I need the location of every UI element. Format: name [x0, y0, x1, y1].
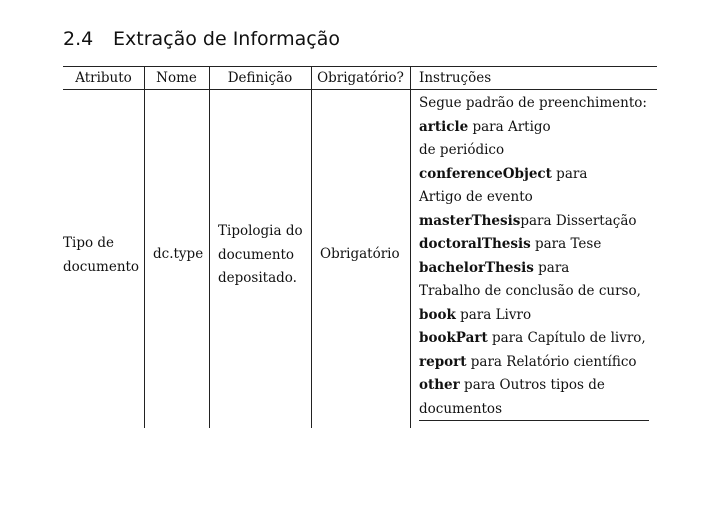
instruction-text: para Dissertação	[520, 212, 637, 229]
instruction-text: para Tese	[530, 236, 602, 252]
instruction-line	[419, 117, 551, 137]
table-header-rule	[63, 89, 657, 90]
instruction-line	[419, 375, 605, 395]
cell-atributo	[63, 232, 139, 279]
cell-nome: dc.type	[153, 246, 204, 262]
instruction-text: para Artigo	[468, 118, 551, 135]
column-divider	[410, 66, 411, 428]
cell-definicao-line: depositado.	[218, 270, 297, 287]
table-top-rule	[63, 66, 657, 67]
header-definicao: Definição	[227, 70, 293, 86]
instruction-text: documentos	[419, 400, 502, 417]
header-obrigatorio: Obrigatório?	[317, 70, 404, 86]
cell-definicao	[218, 220, 303, 291]
instruction-keyword: report	[419, 353, 467, 370]
table-bottom-rule	[419, 420, 649, 421]
section-title: Extração de Informação	[113, 28, 340, 50]
instruction-text: para	[551, 165, 588, 182]
cell-atributo-line: Tipo de	[63, 235, 115, 251]
instruction-line	[419, 258, 569, 278]
instruction-line	[419, 140, 504, 160]
instruction-line	[419, 93, 647, 113]
instruction-text: Artigo de evento	[419, 189, 533, 205]
instruction-line	[419, 399, 502, 419]
instruction-line	[419, 305, 531, 325]
section-heading	[63, 28, 340, 50]
instruction-text: para Capítulo de livro,	[487, 330, 646, 346]
instruction-keyword: doctoralThesis	[419, 236, 531, 252]
instruction-keyword: other	[419, 377, 460, 393]
cell-definicao-line: Tipologia do	[218, 223, 303, 239]
cell-definicao-line: documento	[218, 246, 295, 263]
instruction-text: de periódico	[419, 142, 505, 158]
instruction-text: para Relatório científico	[466, 353, 637, 370]
cell-obrigatorio: Obrigatório	[320, 246, 400, 262]
instruction-text: para	[533, 259, 570, 276]
instruction-line	[419, 211, 637, 231]
instruction-keyword: bookPart	[419, 330, 488, 346]
instruction-keyword: book	[419, 306, 456, 323]
instruction-text: para Outros tipos de	[459, 377, 605, 393]
column-divider	[311, 66, 312, 428]
instruction-line	[419, 164, 587, 184]
instruction-text: para Livro	[455, 306, 532, 323]
cell-atributo-line: documento	[63, 258, 140, 275]
header-instrucoes: Instruções	[419, 70, 492, 86]
instruction-keyword: bachelorThesis	[419, 259, 534, 276]
section-number: 2.4	[63, 28, 94, 50]
header-atributo: Atributo	[75, 70, 132, 86]
instruction-line	[419, 187, 533, 207]
column-divider	[209, 66, 210, 428]
instruction-text: Trabalho de conclusão de curso,	[419, 283, 641, 299]
header-nome: Nome	[156, 70, 197, 86]
instruction-line	[419, 352, 637, 372]
instruction-text: Segue padrão de preenchimento:	[419, 95, 647, 111]
instruction-keyword: conferenceObject	[419, 165, 552, 182]
column-divider	[144, 66, 145, 428]
instruction-keyword: article	[419, 118, 469, 135]
instruction-line	[419, 281, 641, 301]
instruction-keyword: masterThesis	[419, 212, 521, 229]
instruction-line	[419, 234, 601, 254]
instruction-line	[419, 328, 646, 348]
